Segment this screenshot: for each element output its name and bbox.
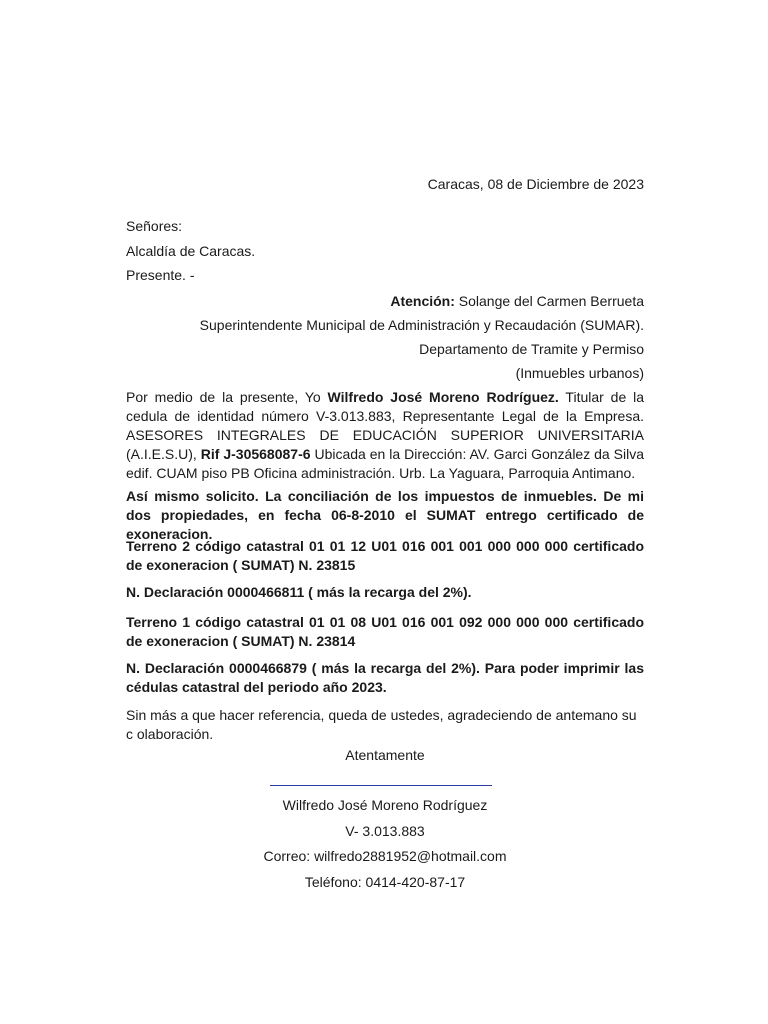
- attention-label: Atención:: [390, 293, 455, 309]
- body-paragraph-terreno-1: Terreno 1 código catastral 01 01 08 U01 016 001 092 000 000 000 certificado de exoneracion ( SUMAT) N. 23814: [126, 614, 644, 649]
- signature-line: [270, 785, 492, 786]
- body-paragraph-request: Así mismo solicito. La conciliación de los impuestos de inmuebles. De mi dos propiedades, en fecha 06-8-2010 el SUMAT entrego certificado de exoneracion.: [126, 488, 644, 542]
- body-paragraph-introduction: [126, 388, 644, 483]
- salutation-organization: Alcaldía de Caracas.: [126, 243, 256, 259]
- intro-text-b: Titular de la cedula de identidad número V-3.013.883, Representante Legal de la Empresa. ASESORES INTEGRALES DE EDUCACIÓN SUPERIOR UNIVERSITARIA (A.I.E.S.U),: [126, 389, 645, 462]
- attention-subdepartment: (Inmuebles urbanos): [515, 365, 644, 381]
- letter-date: Caracas, 08 de Diciembre de 2023: [427, 176, 644, 192]
- attention-name: Solange del Carmen Berrueta: [454, 293, 644, 309]
- body-paragraph-closing: Sin más a que hacer referencia, queda de ustedes, agradeciendo de antemano su c olaboración.: [126, 707, 637, 742]
- intro-applicant-name: Wilfredo José Moreno Rodríguez.: [327, 389, 559, 405]
- closing-atentamente: Atentamente: [345, 747, 425, 763]
- body-paragraph-declaracion-2: N. Declaración 0000466879 ( más la recarga del 2%). Para poder imprimir las cédulas catastral del periodo año 2023.: [126, 660, 644, 695]
- signature-name: Wilfredo José Moreno Rodríguez: [282, 797, 488, 813]
- salutation-presente: Presente. -: [126, 267, 195, 283]
- intro-rif: Rif J-30568087-6: [200, 446, 311, 462]
- body-paragraph-terreno-2: Terreno 2 código catastral 01 01 12 U01 016 001 001 000 000 000 certificado de exoneracion ( SUMAT) N. 23815: [126, 538, 644, 573]
- intro-text-a: Por medio de la presente, Yo: [126, 389, 328, 405]
- intro-text-c: Ubicada en la Dirección: AV. Garci González da Silva edif. CUAM piso PB Oficina administración. Urb. La Yaguara, Parroquia Antimano.: [126, 446, 645, 481]
- body-paragraph-declaracion-1: N. Declaración 0000466811 ( más la recarga del 2%).: [126, 584, 472, 600]
- attention-department: Departamento de Tramite y Permiso: [419, 341, 644, 357]
- signature-id-number: V- 3.013.883: [345, 823, 425, 839]
- signature-phone: Teléfono: 0414-420-87-17: [304, 874, 466, 890]
- attention-title: Superintendente Municipal de Administración y Recaudación (SUMAR).: [199, 317, 644, 333]
- salutation-recipient: Señores:: [126, 218, 183, 234]
- signature-email: Correo: wilfredo2881952@hotmail.com: [263, 848, 507, 864]
- attention-line: [300, 292, 644, 311]
